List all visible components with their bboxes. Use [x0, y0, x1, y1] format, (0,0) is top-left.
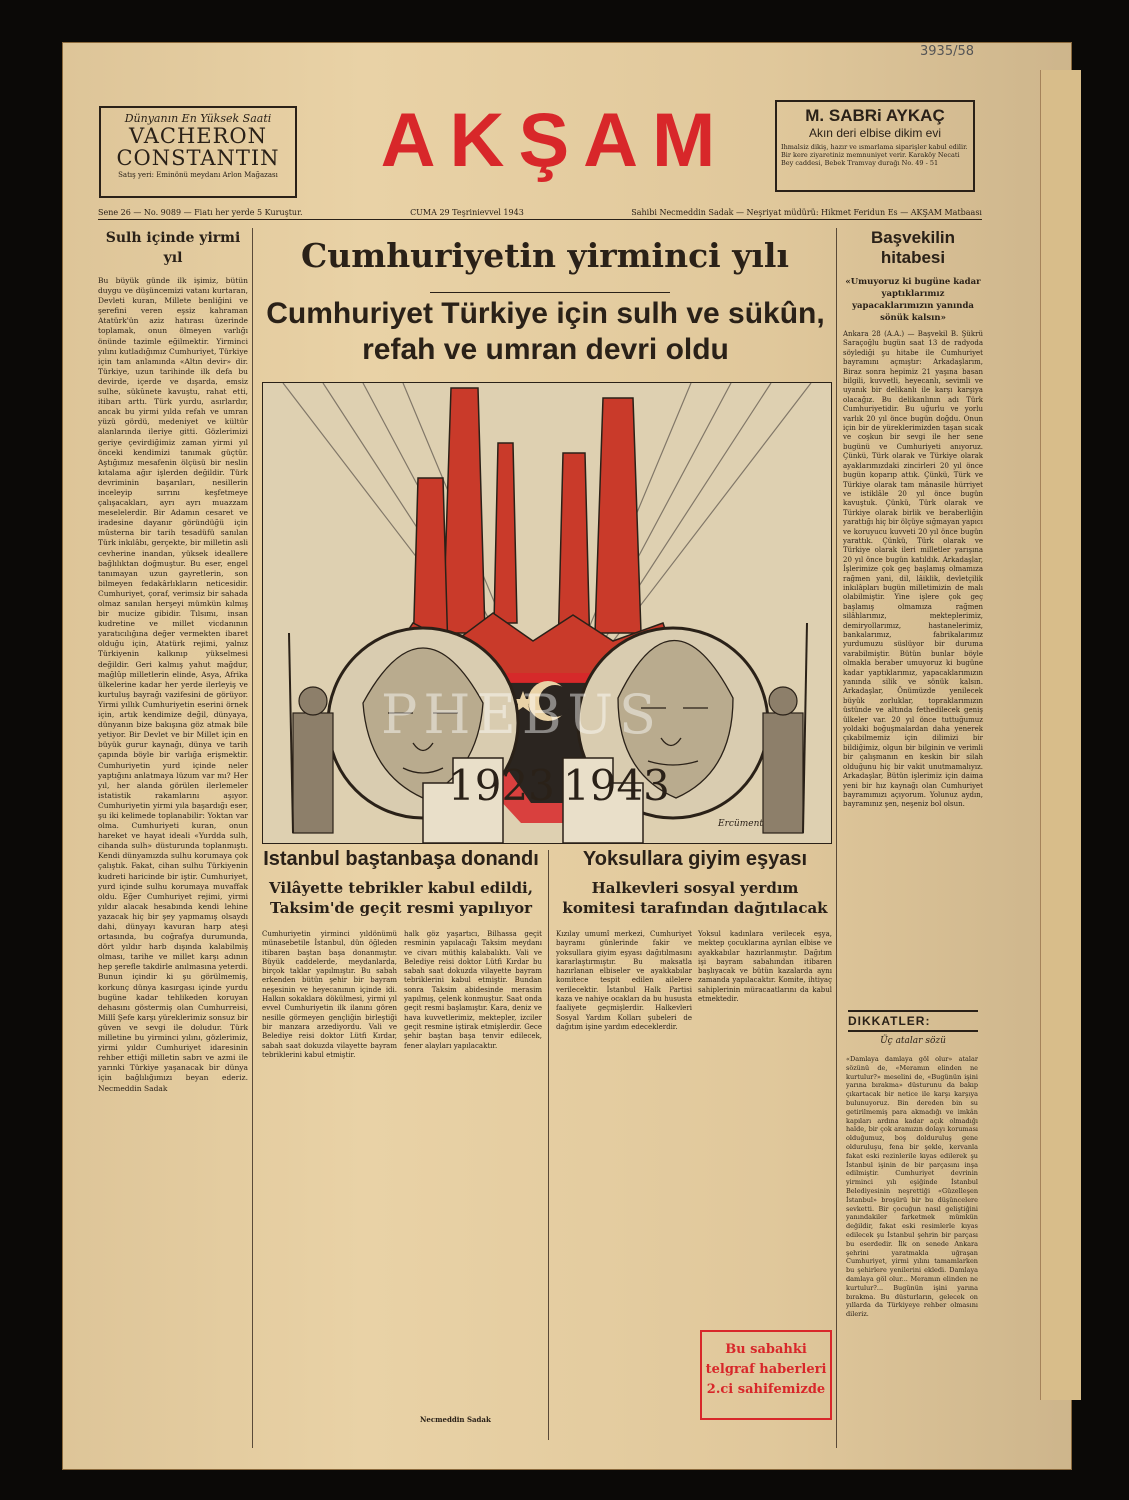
dateline-issue: Sene 26 — No. 9089 — Fiatı her yerde 5 Kuruştur.: [98, 208, 303, 217]
year-1943: 1943: [563, 761, 670, 810]
story-signature: Necmeddin Sadak: [420, 1415, 491, 1424]
ad-name: M. SABRi AYKAÇ: [805, 106, 945, 125]
dikkatler-subheading: Üç atalar sözü: [880, 1036, 946, 1046]
right-column-quote: «Umuyoruz ki bugüne kadar yaptıklarımız yapacaklarımızın yanında sönük kalsın»: [845, 277, 981, 323]
watermark: PHEBUS: [381, 683, 663, 746]
telegraph-notice-box: Bu sabahki telgraf haberleri 2.ci sahifemizde: [700, 1330, 832, 1420]
story-right-subhead: Halkevleri sosyal yerdım komitesi tarafından dağıtılacak: [562, 879, 828, 917]
dikkatler-heading: DIKKATLER:: [848, 1010, 978, 1032]
column-divider: [548, 850, 549, 1440]
story-left-headline: Istanbul baştanbaşa donandı: [263, 848, 539, 870]
story-right-col1: Kızılay umumî merkezi, Cumhuriyet bayramı günlerinde fakir ve yoksullara giyim eşyası dağıtılmasını kararlaştırmıştır. Bu maksatla hazırlanan elbiseler ve ayakkabılar komitece tespit edilen ailelere verilecektir. İstanbul Halk Partisi kaza ve nahiye ocakları da bu hususta faaliyete geçmişlerdir. Halkevleri Sosyal Yardım Kolları şubeleri de dağıtım işine yardım edeceklerdir.: [556, 930, 692, 1031]
ad-small-print: Ihmalsiz dikiş, hazır ve ısmarlama siparişler kabul edilir. Bir kere ziyaretiniz memnuniyet verir. Karaköy Necati Bey caddesi, Bebek Tramvay durağı No. 49 - 51: [781, 143, 968, 167]
artist-signature: Ercüment: [718, 819, 763, 829]
right-column-heading: Başvekilin hitabesi: [870, 228, 956, 267]
column-divider: [252, 228, 253, 1448]
column-divider: [836, 228, 837, 1448]
story-left-subhead: Vilâyette tebrikler kabul edildi, Taksim'de geçit resmi yapılıyor: [269, 879, 533, 917]
left-column: [98, 228, 248, 1466]
sub-headline: Cumhuriyet Türkiye için sulh ve sükûn, refah ve umran devri oldu: [266, 297, 825, 366]
dateline-publisher: Sahibi Necmeddin Sadak — Neşriyat müdürü: Hikmet Feridun Es — AKŞAM Matbaası: [631, 208, 982, 217]
dikkatler-text: «Damlaya damlaya göl olur» atalar sözünü de, «Meramın elinden ne kurtulur?» meselini de, «Bugünün işini yarına bırakma» düsturunu da bakıp çıkartacak bir netice ile karşı karşıya bulunuyoruz. Bin dereden bin su getirilmemiş para akmadığı ve imkân kapıları ardına kadar açık olmadığı halde, bir çok aramızın dolayı koruması olduğumuz, boş dolduruluş gene olduruluşu, fena bir şekle, kervanla fakat eski rezinlerile kıyas edilerek şu İstanbul işinin de bir parçasını inşa edilmiştir. Cumhuriyet devrinin yirminci yılı eşiğinde İstanbul Belediyesinin neşrettiği «Güzelleşen İstanbul» broşürü bir bu düşüncelere sevketti. Bir çocuğun nasıl geliştiğini yanındakiler farketmek mümkün değildir, fakat eski resimlerle kıyas edilecek şu İstanbul şehrin bir parçası bu eserdedir. İlk on senede Ankara şehrini yaratmakla uğraşan Cumhuriyet, yirmi yılını tamamlarken bu şehirlere yenilerini ekledi. Damlaya damlaya göl olur... Meramın elinden ne kurtulur?... Bugünün işini yarına bırakma. Bu düsturların, gelecek on yıllarda da Türkiyeye rehber olmasını dileriz.: [846, 1055, 978, 1319]
right-column-text: Ankara 28 (A.A.) — Başvekil B. Şükrü Saraçoğlu bugün saat 13 de radyoda söylediği şu hitabe ile Cumhuriyet bayramını açmıştır: Arkadaşlarım, Biraz sonra hepimiz 21 yaşına basan bilgili, kuvvetli, heyecanlı, sevimli ve uyanık bir delikanlı ile karşı karşıya olacağız. Bu delikanlının adı Türk Cumhuriyetidir. Bu uğurlu ve yorlu varlık 20 yıl önce bugün doğdu. Onun için bir de yüreklerimizden taşan sıcak ve coşkun bir sevgi ile her sene bugünü ve Cumhuriyeti anıyoruz. Çünkü, Türk olarak ve Türkiye olarak ayaklarımızdaki zincirleri 20 yıl önce bugün koparıp attık. Çünkü, Türk ve Türkiye olarak tam mânasile hürriyet ve istiklâle 20 yıl önce bugün kavuştuk. Çünkü, Türk olarak ve Türkiye olarak birlik ve beraberliğin yarattığı hiç bir ölçüye sığmayan yapıcı ve koruyucu kuvveti 20 yıl önce bugün yarattık. Çünkü, Türk olarak ve Türkiye olarak ileri milletler yarışına 20 yıl önce bugün katıldık. Arkadaşlar, İşlerimize çok geç başlamış olmamıza rağmen yani, dil, lâiklik, devletçilik inkılâpları bugün milletimizin de malı olabilmiştir. Yine işlere çok geç başlamış olmamıza rağmen silâhlarımız, mekteplerimiz, demiryollarımız, hastanelerimiz, bankalarımız, fabrikalarımız yurdumuzu süslüyor bir duruma varabilmiştir. Bütün bunlar böyle olmakla beraber umuyoruz ki bugüne kadar yaptıklarımız, yapacaklarımızın yanında silik ve sönük kalsın. Arkadaşlar, Önümüzde yenilecek büyük zorluklar, topraklarımızın üstünde ve altında fethedilecek geniş ülkeler var. 20 yıl önce tuttuğumuz yoldaki boğuşmalardan daha yenerek çıkabilmemiz için dilimizi bir bildiğimiz, olgun bir bilginin ve verimli bir çalışmanın en keskin bir silah olduğunu hiç bir vakit unutmamalıyız. Arkadaşlar, Bütün işlerimiz için daima yeni bir hız kaynağı olan Cumhuriyet bayramımızı açıyorum. Yolunuz aydın, bayramınız şen, neşeniz bol olsun.: [843, 330, 983, 809]
ad-tagline: Dünyanın En Yüksek Saati: [124, 112, 272, 125]
ad-brand-line1: VACHERON: [128, 124, 268, 148]
handwritten-reference: 3935/58: [920, 44, 975, 59]
main-headline: Cumhuriyetin yirminci yılı: [301, 236, 789, 275]
underlying-sheet-edge: [1040, 70, 1081, 1400]
story-left-col2: halk göz yaşartıcı, Bilhassa geçit resminin yapılacağı Taksim meydanı ve civarı müthiş kalabalıktı. Vali ve Belediye reisi doktor Lütfi Kırdar bu sabah saat dokuzda vilayette bayram tebriklerini kabul etmiştir. Bundan sonra Taksim abidesinde merasim yapılmış, çelenk konmuştur. Saat onda geçit resmi başlamıştır. Kara, deniz ve hava kuvvetlerimiz, mektepler, izciler geçit resmine iştirak etmişlerdir. Gece şehir baştan başa tenvir edilecek, fener alayları yapılacaktır.: [404, 930, 542, 1050]
story-right-headline: Yoksullara giyim eşyası: [582, 848, 808, 870]
right-column: [843, 228, 983, 970]
ad-small-print: Satış yeri: Eminönü meydanı Arlon Mağazası: [118, 171, 278, 179]
story-right-col2: Yoksul kadınlara verilecek eşya, mektep çocuklarına ayrılan elbise ve ayakkabılar hazırlanmıştır. Dağıtım işi bayram sabahından itibaren başlıyacak ve bütün kazalarda aynı zamanda yapılacaktır. Komite, ihtiyaç sahiplerinin müracaatlarını da kabul etmektedir.: [698, 930, 832, 1004]
headline-rule: [430, 292, 670, 293]
ad-brand-line2: CONSTANTIN: [116, 146, 280, 170]
left-column-heading: Sulh içinde yirmi yıl: [105, 230, 241, 266]
anniversary-illustration: [262, 382, 832, 844]
dateline: [98, 208, 982, 220]
left-column-text: Bu büyük günde ilk işimiz, bütün duygu ve düşüncemizi vatanı kurtaran, Devleti kuran, Millete benliğini ve şerefini veren eşsiz kahraman Atatürk'ün aziz hatırası üzerinde toplamak, onun ölmeyen varlığı önünde tazimle eğilmektir. Yirminci yılını kutladığımız Cumhuriyet, Türkiye için tam anlamında «Altın devir» dir. Türkiye, uzun tarihinde ilk defa bu devirde, içerde ve dışarda, emsiz sulhe, sükûnete kavuştu, rahat etti, itibarı arttı. Türk yurdu, asırlardır, ancak bu yirmi yılda refah ve umran yüzü gördü, medeniyet ve kültür alanlarında ileriye gitti. Gözlerimizi geriye çevirdiğimiz zaman yirmi yıl önceki kendimizi tanımak güçtür. Aştığımız mesafenin ölçüsü bir neslin kıtalama ağır işlerden değildir. Türk devriminin başarıları, nesillerin inceleyip sırrını keşfetmeye çalışacakları, ayrı ayrı muazzam meselelerdir. Bir Adamın cesaret ve iradesine dayanır göründüğü için mûsterna bir tarih tesadüfü sanılan Türk inkılâbı, gerçekte, bir milletin asli cevherine inandan, yüksek ideallere bağlılıktan doğmuştur. Bu eser, engel tanımayan uzun gayretlerin, son bilmeyen fedakârlıkların neticesidir. Cumhuriyet, çoraf, verimsiz bir sahada olmaz sanılan herşeyi mümkün kılmış bir mucize gibidir. Tılsımı, insan kudretine ve millet vicdanının yaratıcılığına değer vermekten ibaret olduğu için, Atatürk rejimi, yalnız Türkiyenin kalkınıp yükselmesi değildir. Geri kalmış yahut mağdur, mağlûp milletlerin elinde, Asya, Afrika ülkelerine kadar her yerde ilerleyiş ve kurtuluş bayrağı vazifesini de görüyor. Yirmi yıllık Cumhuriyetin eserini örnek için, artık kendimize değil, dünyaya, dünyanın bize bakışına göz atmak bile yetiyor. Bir Devlet ve bir Millet için en büyük gurur kaynağı, dünya ve tarih çapında böyle bir varlığa erişmektir. Cumhuriyetin yurd içinde neler yaptığını anlatmaya lüzum var mı? Her yıl, her alanda görülen ilerlemeler istatistik rakamlarını aşıyor. Cumhuriyetin yirmi yıla başardığı eser, şu iki kelimede toplanabilir: Yoktan var olma. Cumhuriyeti kuran, onun hareket ve hayat ideali «Yurdda sulh, cihanda sulh» düsturunda toplanmıştı. Kendi dünyamızda sulhu korumaya çok çalıştık. Fakat, cihan sulhu Türkiyenin kudreti haricinde bir iştir. Cumhuriyet, yurd içinde sulhu korumaya muvaffak oldu. Eğer Cumhuriyet rejimi, yirmi yıldır alacak hesabında kendi lehine yazacak hiç bir şey yapmamış olsaydı dahi, dünyayı kavuran harp ateşi ortasında, bu coğrafya durumunda, dört yıldır harb dışında kalabilmiş olması, tarihe ve millet karşı adının hep şerefle takdirle anılmasına yeterdi. Bunun içindir ki şu görülmemiş, korkunç dünya kasırgası içinde yurdu bugüne kadar tehlikeden koruyan dehasını göstermiş olan Cumhurreisi, Millî Şefe karşı yüreklerimiz sonsuz bir güven ve sevgi ile doludur. Türk milletine bu yirminci yılını, gözlerimiz, yirmi yıldır Cumhuriyet idaresinin rehber ettiği milletin sabrı ve azmi ile yarınki Türkiye yaşanacak bir dünya için bağlılığımızı beyan ederiz. Necmeddin Sadak: [98, 276, 248, 1093]
year-1923: 1923: [448, 761, 555, 810]
dateline-date: CUMA 29 Teşrinievvel 1943: [410, 208, 524, 217]
ad-line: Akın deri elbise dikim evi: [808, 126, 942, 140]
aykac-advertisement: [775, 100, 975, 192]
masthead-title: AKŞAM: [380, 98, 730, 183]
story-left-col1: Cumhuriyetin yirminci yıldönümü münasebetile İstanbul, dün öğleden itibaren baştan başa donanmıştır. Büyük caddelerde, meydanlarda, birçok taklar yapılmıştır. Bu sabah erkenden bütün şehir bir bayram neşesinin ve heyecanının içinde idi. Halkın sokaklara dökülmesi, yirmi yıl evvel Cumhuriyetin ilk ilanını gören nesille görmeyen gençliğin birleştiği bir manzara arzediyordu. Vali ve Belediye reisi doktor Lütfi Kırdar, sabah saat dokuzda vilayette bayram tebriklerini kabul etmiştir.: [262, 930, 397, 1059]
vacheron-advertisement: [99, 106, 297, 198]
